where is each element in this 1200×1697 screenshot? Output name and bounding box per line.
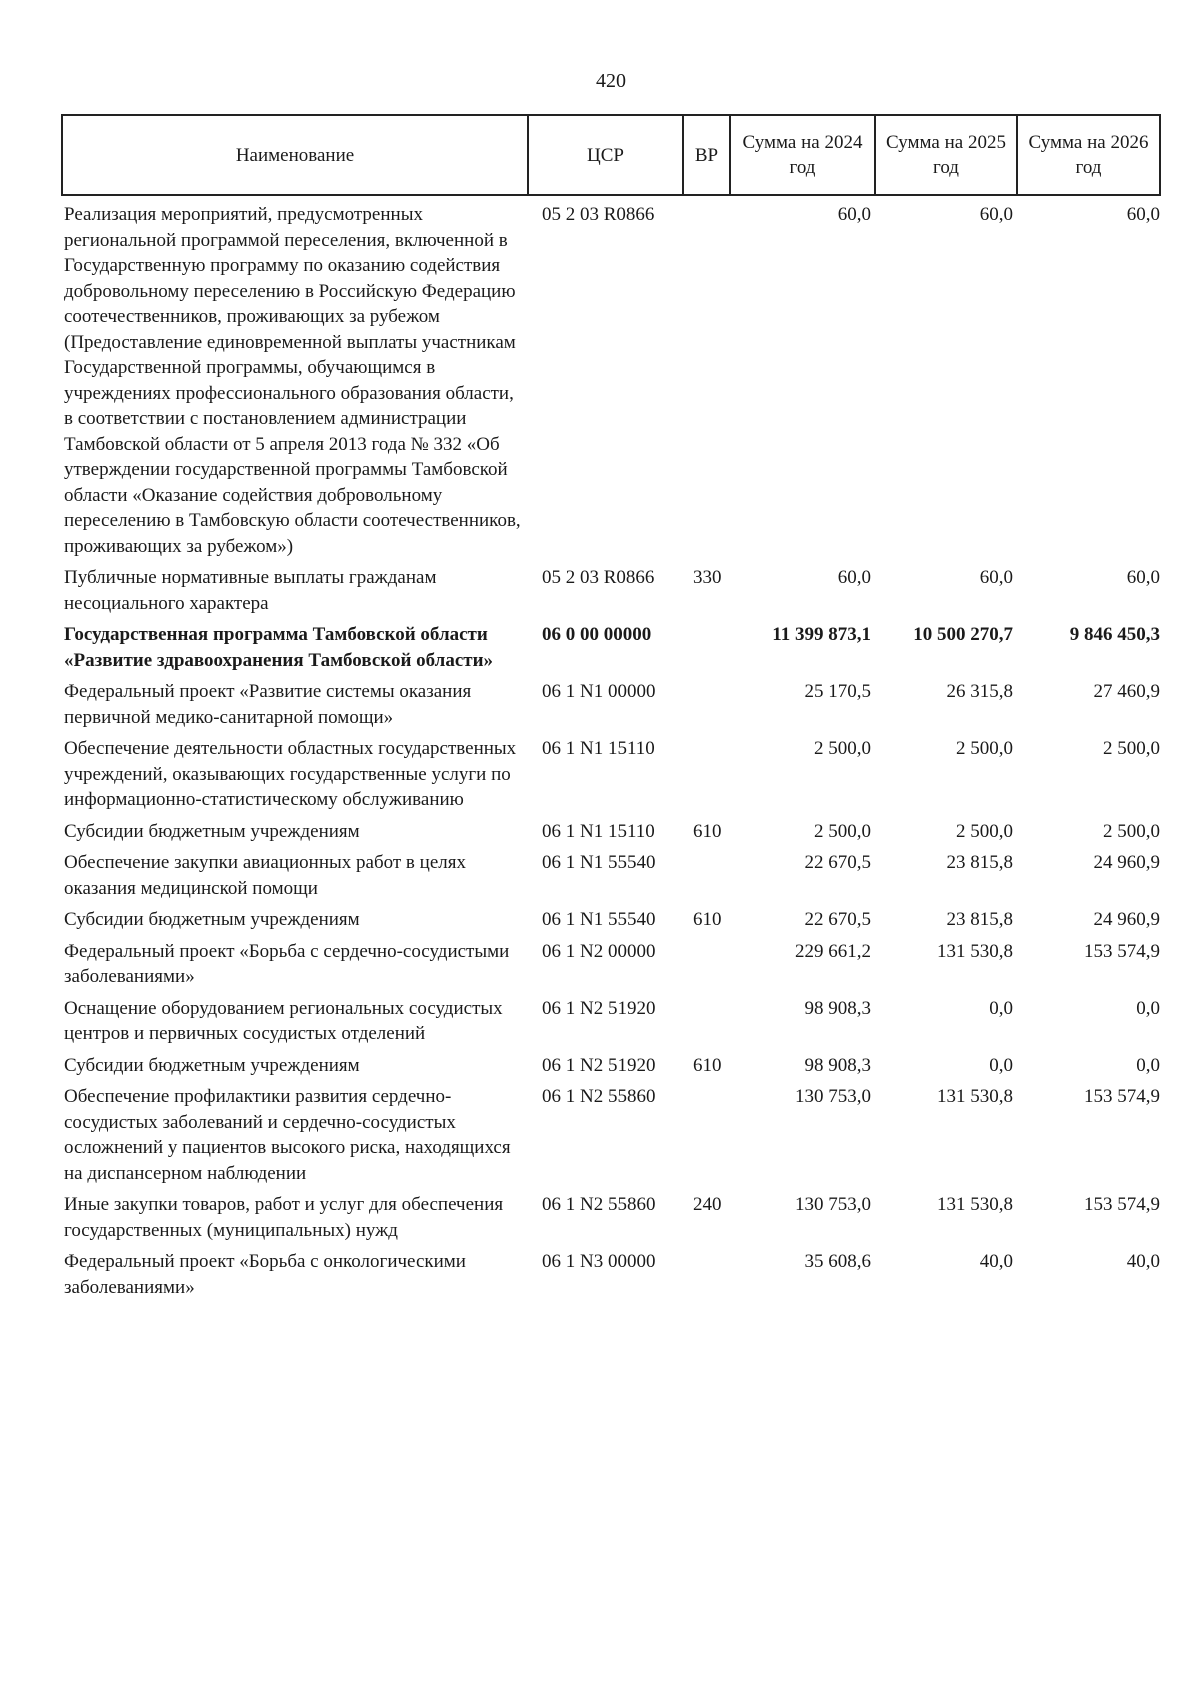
row-amount-2024: 35 608,6 [804,1251,871,1272]
row-amount-2024: 60,0 [837,204,871,225]
row-csr: 06 1 N2 00000 [542,940,656,962]
row-vr [683,939,730,996]
row-csr: 06 1 N1 55540 [542,852,656,873]
row-amount-2024: 22 670,5 [804,909,871,930]
table-row [62,195,1160,565]
row-name: Субсидии бюджетным учреждениям [64,1054,360,1076]
row-name: Реализация мероприятий, предусмотренных региональной программой переселения, включенной в Государственную программу по оказанию содействия добровольному переселению в Российскую Федерацию соотечественников, проживающих за рубежом (Предоставление единовременной выплаты участникам Государственной программы, обучающимся в учреждениях профессионального образования области, в соответствии с постановлением администрации Тамбовской области от 5 апреля 2013 года № 332 «Об утверждении государственной программы Тамбовской области «Оказание содействия добровольному переселению в Тамбовскую области соотечественников, проживающих за рубежом») [64,204,521,557]
row-vr: 610 [693,820,722,842]
row-vr [683,736,730,819]
row-amount-2026: 60,0 [1126,204,1160,225]
row-vr [683,1249,730,1306]
row-csr: 06 1 N2 55860 [542,1086,656,1107]
row-amount-2024: 98 908,3 [804,1054,871,1076]
row-amount-2025: 2 500,0 [956,820,1013,842]
table-row [62,1192,1160,1249]
row-name: Государственная программа Тамбовской области «Развитие здравоохранения Тамбовской области» [64,624,494,671]
table-row [62,1249,1160,1306]
row-amount-2025: 0,0 [989,1054,1013,1076]
row-name: Обеспечение деятельности областных государственных учреждений, оказывающих государственные услуги по информационно-статистическому обслуживанию [64,738,517,810]
table-row [62,939,1160,996]
page-number: 420 [596,70,626,92]
row-amount-2024: 130 753,0 [795,1086,871,1107]
header-2024: Сумма на 2024 год [730,115,875,195]
table-row [62,736,1160,819]
row-amount-2025: 131 530,8 [937,940,1013,962]
row-vr: 240 [693,1194,722,1215]
row-amount-2024: 2 500,0 [814,738,871,759]
table-row [62,850,1160,907]
row-amount-2024: 22 670,5 [804,852,871,873]
table-row [62,1084,1160,1192]
table-row-program-total [62,622,1160,679]
row-amount-2026: 0,0 [1136,1054,1160,1076]
row-amount-2025: 131 530,8 [937,1086,1013,1107]
row-amount-2026: 60,0 [1126,567,1160,588]
table-row [62,1053,1160,1085]
row-name: Субсидии бюджетным учреждениям [64,820,360,842]
row-amount-2024: 60,0 [837,567,871,588]
row-name: Федеральный проект «Борьба с онкологическими заболеваниями» [64,1251,466,1298]
row-vr [683,850,730,907]
row-amount-2024: 11 399 873,1 [772,624,871,645]
row-vr: 610 [693,909,722,930]
row-amount-2025: 23 815,8 [946,852,1013,873]
row-csr: 06 1 N2 51920 [542,1054,656,1076]
row-amount-2025: 60,0 [979,567,1013,588]
header-2026: Сумма на 2026 год [1017,115,1160,195]
row-amount-2026: 24 960,9 [1093,909,1160,930]
row-name: Иные закупки товаров, работ и услуг для обеспечения государственных (муниципальных) нужд [64,1194,504,1241]
row-amount-2024: 98 908,3 [804,997,871,1019]
row-name: Оснащение оборудованием региональных сосудистых центров и первичных сосудистых отделений [64,997,503,1044]
table-row [62,996,1160,1053]
row-amount-2025: 131 530,8 [937,1194,1013,1215]
header-vr: ВР [683,115,730,195]
row-name: Федеральный проект «Борьба с сердечно-сосудистыми заболеваниями» [64,940,510,987]
row-csr: 05 2 03 R0866 [542,567,655,588]
row-amount-2026: 24 960,9 [1093,852,1160,873]
row-csr: 06 1 N3 00000 [542,1251,656,1272]
row-amount-2026: 153 574,9 [1084,1086,1160,1107]
row-amount-2026: 27 460,9 [1093,681,1160,702]
row-name: Федеральный проект «Развитие системы оказания первичной медико-санитарной помощи» [64,681,472,728]
row-vr [683,195,730,565]
row-csr: 06 0 00 00000 [542,624,652,645]
row-vr [683,622,730,679]
row-amount-2024: 229 661,2 [795,940,871,962]
header-csr: ЦСР [528,115,683,195]
row-amount-2024: 2 500,0 [814,820,871,842]
row-vr: 610 [693,1054,722,1076]
table-row [62,679,1160,736]
table-row [62,819,1160,851]
row-amount-2024: 25 170,5 [804,681,871,702]
row-name: Публичные нормативные выплаты гражданам несоциального характера [64,567,437,614]
row-vr: 330 [693,567,722,588]
row-vr [683,1084,730,1192]
row-amount-2025: 60,0 [979,204,1013,225]
row-name: Субсидии бюджетным учреждениям [64,909,360,930]
row-csr: 06 1 N1 15110 [542,820,655,842]
header-row [62,115,1160,195]
row-name: Обеспечение профилактики развития сердечно-сосудистых заболеваний и сердечно-сосудистых осложнений у пациентов высокого риска, находящихся на диспансерном наблюдении [64,1086,511,1184]
row-amount-2026: 0,0 [1136,997,1160,1019]
row-vr [683,996,730,1053]
table-row [62,907,1160,939]
header-name: Наименование [62,115,528,195]
row-csr: 06 1 N1 15110 [542,738,655,759]
table-header [62,115,1160,195]
row-csr: 05 2 03 R0866 [542,204,655,225]
row-csr: 06 1 N1 55540 [542,909,656,930]
row-csr: 06 1 N2 55860 [542,1194,656,1215]
row-amount-2025: 23 815,8 [946,909,1013,930]
row-amount-2026: 40,0 [1126,1251,1160,1272]
row-csr: 06 1 N1 00000 [542,681,656,702]
row-amount-2025: 10 500 270,7 [913,624,1013,645]
row-amount-2026: 9 846 450,3 [1069,624,1160,645]
row-amount-2025: 40,0 [979,1251,1013,1272]
row-amount-2024: 130 753,0 [795,1194,871,1215]
row-amount-2025: 26 315,8 [946,681,1013,702]
row-amount-2026: 153 574,9 [1084,940,1160,962]
table-row [62,565,1160,622]
row-amount-2026: 153 574,9 [1084,1194,1160,1215]
row-amount-2025: 2 500,0 [956,738,1013,759]
budget-table [61,114,1161,1306]
row-amount-2025: 0,0 [989,997,1013,1019]
header-2025: Сумма на 2025 год [875,115,1017,195]
row-amount-2026: 2 500,0 [1103,738,1160,759]
row-csr: 06 1 N2 51920 [542,997,656,1019]
table-body [62,195,1160,1306]
row-amount-2026: 2 500,0 [1103,820,1160,842]
row-name: Обеспечение закупки авиационных работ в целях оказания медицинской помощи [64,852,466,899]
row-vr [683,679,730,736]
